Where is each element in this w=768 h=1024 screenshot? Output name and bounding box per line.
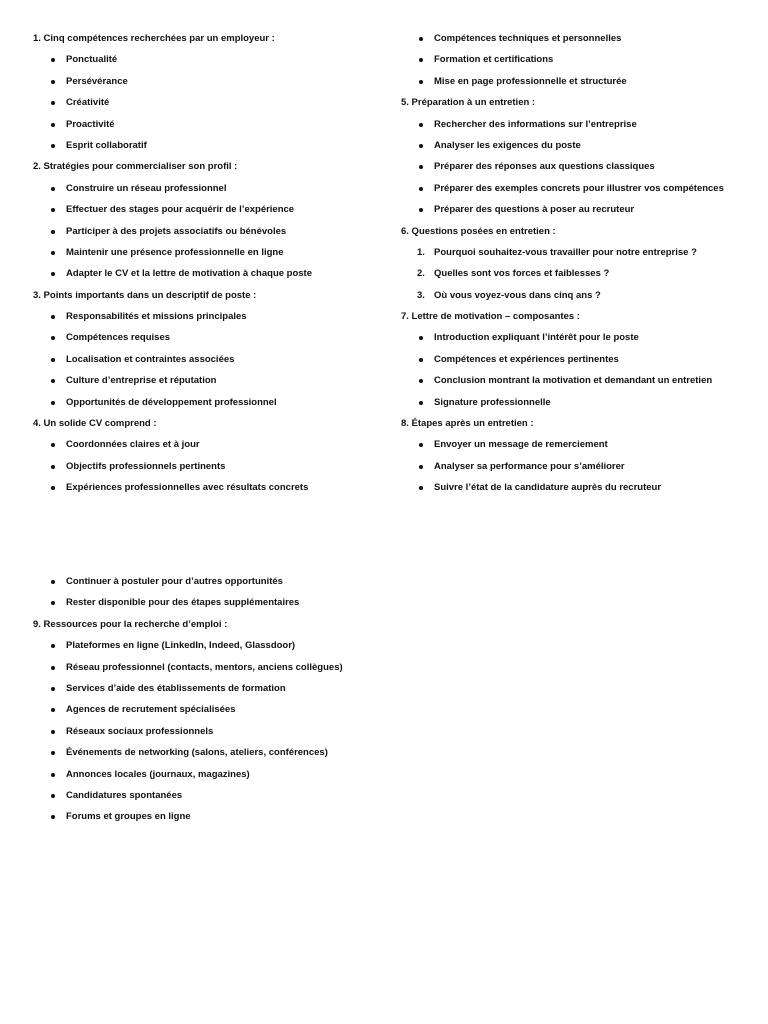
bullet-icon [51, 251, 55, 255]
list-item-text: Suivre l’état de la candidature auprès du recruteur [434, 482, 662, 494]
section-heading: 5. Préparation à un entretien : [401, 97, 536, 109]
list-item-text: Préparer des questions à poser au recruteur [434, 204, 635, 216]
bullet-icon [51, 101, 55, 105]
list-number: 1. [417, 246, 425, 258]
list-number: 3. [417, 289, 425, 301]
list-item-text: Opportunités de développement professionnel [66, 396, 277, 408]
list-item-text: Formation et certifications [434, 54, 554, 66]
list-item [401, 33, 741, 54]
bullet-icon [51, 272, 55, 276]
bullet-icon [51, 773, 55, 777]
bullet-icon [51, 794, 55, 798]
list-item-text: Forums et groupes en ligne [66, 811, 191, 823]
bullet-icon [419, 336, 423, 340]
bullet-icon [419, 37, 423, 41]
list-item [401, 397, 741, 418]
bullet-icon [51, 123, 55, 127]
list-item-text: Conclusion montrant la motivation et demandant un entretien [434, 375, 713, 387]
list-item-text: Rester disponible pour des étapes supplémentaires [66, 597, 300, 609]
list-item [33, 204, 373, 225]
list-item [401, 482, 741, 503]
list-item-text: Agences de recrutement spécialisées [66, 704, 236, 716]
right-column [401, 33, 741, 504]
list-number: 2. [417, 268, 425, 280]
list-item [33, 354, 373, 375]
bullet-icon [51, 601, 55, 605]
list-item [401, 290, 741, 311]
list-item [33, 97, 373, 118]
section-heading: 6. Questions posées en entretien : [401, 225, 556, 237]
section-heading: 8. Étapes après un entretien : [401, 418, 534, 430]
list-item-text: Préparer des réponses aux questions classiques [434, 161, 655, 173]
list-item-text: Signature professionnelle [434, 396, 551, 408]
list-item [33, 268, 373, 289]
list-item [401, 247, 741, 268]
list-item [401, 439, 741, 460]
bullet-icon [419, 486, 423, 490]
list-item [33, 461, 373, 482]
bullet-icon [51, 144, 55, 148]
list-item [33, 576, 373, 597]
bullet-icon [419, 80, 423, 84]
list-item [33, 811, 373, 832]
list-item [33, 76, 373, 97]
section-heading: 7. Lettre de motivation – composantes : [401, 311, 580, 323]
list-item [401, 332, 741, 353]
bullet-icon [51, 666, 55, 670]
bullet-icon [51, 230, 55, 234]
bullet-icon [51, 315, 55, 319]
bullet-icon [51, 708, 55, 712]
list-item-text: Continuer à postuler pour d’autres opportunités [66, 576, 283, 587]
list-item-text: Effectuer des stages pour acquérir de l’expérience [66, 204, 295, 216]
list-item [33, 140, 373, 161]
list-item [33, 597, 373, 618]
list-item [401, 119, 741, 140]
list-item-text: Ponctualité [66, 54, 118, 66]
bottom-column [33, 576, 373, 833]
bullet-icon [51, 401, 55, 405]
list-item-text: Culture d’entreprise et réputation [66, 375, 217, 387]
list-item [33, 439, 373, 460]
list-item-text: Analyser sa performance pour s’améliorer [434, 460, 625, 472]
bullet-icon [419, 379, 423, 383]
list-item [401, 354, 741, 375]
list-item-text: Maintenir une présence professionnelle en ligne [66, 246, 284, 258]
bullet-icon [51, 208, 55, 212]
list-item-text: Coordonnées claires et à jour [66, 439, 200, 451]
list-item-text: Introduction expliquant l’intérêt pour le poste [434, 332, 639, 344]
bullet-icon [51, 379, 55, 383]
bullet-icon [419, 58, 423, 62]
bullet-icon [51, 580, 55, 584]
list-item-text: Compétences techniques et personnelles [434, 33, 622, 44]
list-item-text: Où vous voyez-vous dans cinq ans ? [434, 289, 601, 301]
bullet-icon [419, 358, 423, 362]
list-item [401, 375, 741, 396]
bullet-icon [51, 336, 55, 340]
bullet-icon [419, 165, 423, 169]
list-item-text: Créativité [66, 97, 110, 109]
list-item-text: Localisation et contraintes associées [66, 353, 235, 365]
list-item-text: Persévérance [66, 75, 128, 87]
list-item [401, 268, 741, 289]
bullet-icon [419, 401, 423, 405]
bullet-icon [419, 187, 423, 191]
list-item [33, 247, 373, 268]
list-item-text: Participer à des projets associatifs ou bénévoles [66, 225, 287, 237]
list-item-text: Services d’aide des établissements de formation [66, 682, 286, 694]
list-item [401, 161, 741, 182]
list-item [33, 769, 373, 790]
list-item [33, 183, 373, 204]
list-item [401, 183, 741, 204]
list-item [401, 204, 741, 225]
bullet-icon [51, 358, 55, 362]
bullet-icon [51, 58, 55, 62]
list-item-text: Responsabilités et missions principales [66, 311, 247, 323]
list-item-text: Plateformes en ligne (LinkedIn, Indeed, Glassdoor) [66, 640, 296, 652]
list-item [33, 790, 373, 811]
list-item [33, 662, 373, 683]
list-item [401, 76, 741, 97]
bullet-icon [51, 465, 55, 469]
list-item [33, 747, 373, 768]
bullet-icon [419, 123, 423, 127]
bullet-icon [51, 486, 55, 490]
list-item-text: Compétences requises [66, 332, 171, 344]
list-item-text: Annonces locales (journaux, magazines) [66, 768, 250, 780]
list-item [33, 704, 373, 725]
section-heading: 4. Un solide CV comprend : [33, 418, 157, 430]
list-item-text: Réseaux sociaux professionnels [66, 725, 214, 737]
bullet-icon [51, 815, 55, 819]
list-item-text: Envoyer un message de remerciement [434, 439, 608, 451]
left-column [33, 33, 373, 504]
bullet-icon [51, 730, 55, 734]
section-heading: 9. Ressources pour la recherche d’emploi : [33, 618, 228, 630]
list-item-text: Expériences professionnelles avec résultats concrets [66, 482, 309, 494]
list-item [33, 311, 373, 332]
list-item [401, 54, 741, 75]
bullet-icon [51, 187, 55, 191]
list-item [33, 482, 373, 503]
section-heading: 1. Cinq compétences recherchées par un employeur : [33, 33, 275, 44]
list-item [33, 226, 373, 247]
list-item [401, 461, 741, 482]
list-item [33, 54, 373, 75]
list-item [401, 140, 741, 161]
list-item [33, 726, 373, 747]
list-item [33, 119, 373, 140]
list-item-text: Adapter le CV et la lettre de motivation à chaque poste [66, 268, 313, 280]
list-item-text: Analyser les exigences du poste [434, 139, 581, 151]
section-heading: 2. Stratégies pour commercialiser son profil : [33, 161, 238, 173]
list-item-text: Compétences et expériences pertinentes [434, 353, 619, 365]
list-item-text: Objectifs professionnels pertinents [66, 460, 226, 472]
section-heading: 3. Points importants dans un descriptif de poste : [33, 289, 257, 301]
bullet-icon [51, 751, 55, 755]
list-item [33, 375, 373, 396]
list-item-text: Réseau professionnel (contacts, mentors, anciens collègues) [66, 661, 343, 673]
list-item [33, 640, 373, 661]
list-item-text: Candidatures spontanées [66, 789, 183, 801]
list-item [33, 397, 373, 418]
bullet-icon [51, 80, 55, 84]
bullet-icon [419, 443, 423, 447]
list-item-text: Mise en page professionnelle et structurée [434, 75, 627, 87]
list-item [33, 332, 373, 353]
list-item-text: Esprit collaboratif [66, 139, 147, 151]
list-item-text: Événements de networking (salons, ateliers, conférences) [66, 747, 328, 759]
list-item-text: Construire un réseau professionnel [66, 182, 227, 194]
list-item [33, 683, 373, 704]
list-item-text: Pourquoi souhaitez-vous travailler pour notre entreprise ? [434, 246, 697, 258]
bullet-icon [51, 687, 55, 691]
list-item-text: Rechercher des informations sur l’entreprise [434, 118, 637, 130]
bullet-icon [419, 144, 423, 148]
list-item-text: Quelles sont vos forces et faiblesses ? [434, 268, 610, 280]
bullet-icon [51, 443, 55, 447]
list-item-text: Proactivité [66, 118, 115, 130]
list-item-text: Préparer des exemples concrets pour illustrer vos compétences [434, 182, 724, 194]
bullet-icon [419, 465, 423, 469]
bullet-icon [51, 644, 55, 648]
bullet-icon [419, 208, 423, 212]
